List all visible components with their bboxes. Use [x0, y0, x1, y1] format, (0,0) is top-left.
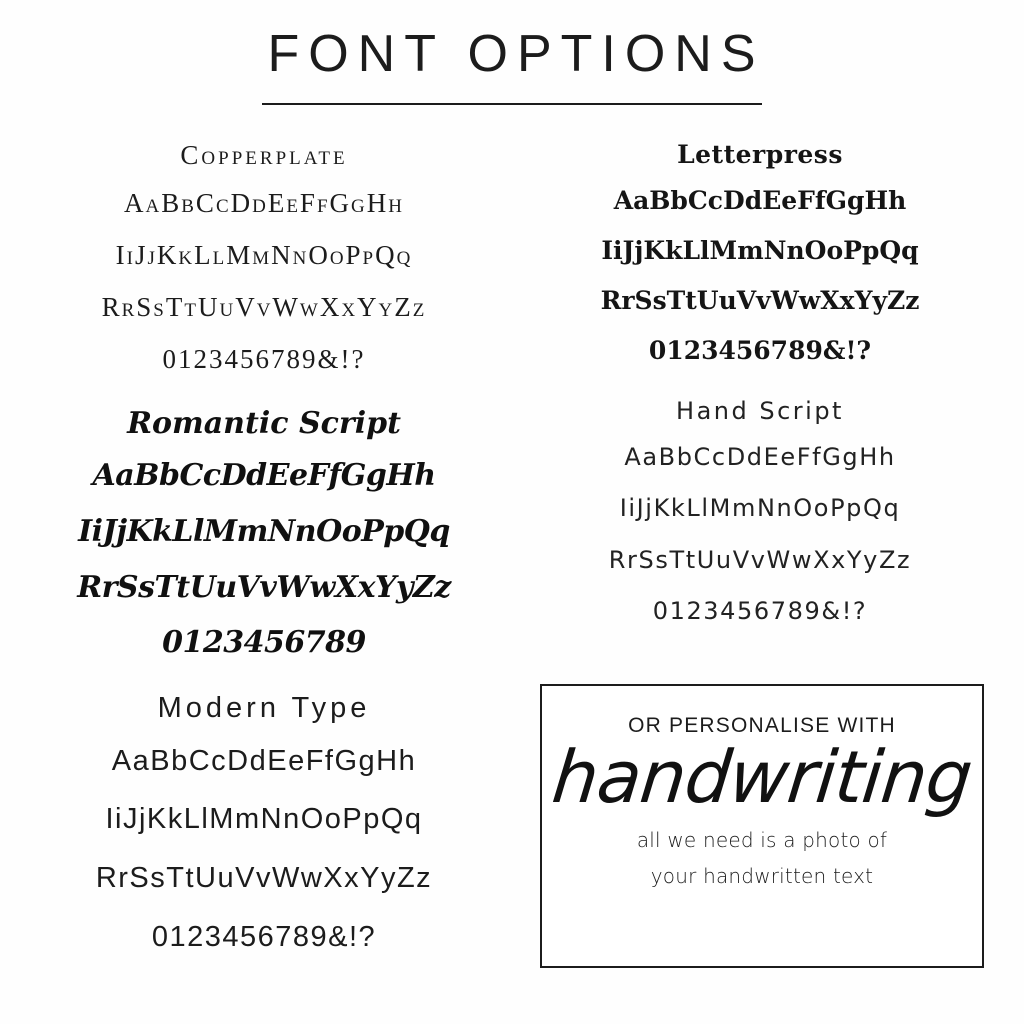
font-sample-line: 0123456789&!?	[648, 336, 872, 365]
font-name-letterpress: Letterpress	[677, 140, 843, 169]
font-name-romantic-script: Romantic Script	[127, 406, 401, 442]
font-sample-line: 0123456789&!?	[151, 920, 377, 953]
font-specimen-copperplate[interactable]	[40, 140, 488, 380]
font-sample-line: RrSsTtUuVvWwXxYyZz	[600, 286, 920, 315]
page-title: FONT OPTIONS	[267, 25, 765, 83]
font-name-hand-script: Hand Script	[676, 397, 844, 425]
handwriting-kicker: OR PERSONALISE WITH	[628, 714, 896, 737]
font-sample-line: AaBbCcDdEeFfGgHh	[92, 458, 436, 494]
font-sample-line: 0123456789&!?	[652, 596, 868, 625]
font-name-modern-type: Modern Type	[157, 691, 371, 724]
handwriting-option-panel[interactable]	[540, 684, 984, 968]
left-column	[0, 140, 512, 988]
font-specimen-hand-script[interactable]	[536, 397, 984, 632]
font-sample-line: 0123456789&!?	[162, 343, 366, 374]
font-sample-line: RrSsTtUuVvWwXxYyZz	[608, 545, 912, 574]
font-sample-line: IiJjKkLlMmNnOoPpQq	[105, 803, 423, 836]
font-specimen-modern-type[interactable]	[40, 692, 488, 962]
font-sample-line: IiJjKkLlMmNnOoPpQq	[619, 494, 901, 523]
font-name-copperplate: Copperplate	[180, 140, 348, 170]
font-sample-line: AaBbCcDdEeFfGgHh	[613, 186, 907, 215]
handwriting-note-line-2: your handwritten text	[650, 863, 874, 888]
font-specimen-letterpress[interactable]	[536, 140, 984, 371]
font-sample-line: IiJjKkLlMmNnOoPpQq	[78, 513, 450, 549]
handwriting-note-line-1: all we need is a photo of	[636, 827, 888, 852]
font-sample-line: RrSsTtUuVvWwXxYyZz	[95, 862, 433, 895]
page-title-block	[0, 26, 1024, 105]
font-sample-line: AaBbCcDdEeFfGgHh	[624, 443, 896, 471]
font-sample-line: AaBbCcDdEeFfGgHh	[111, 744, 417, 777]
font-sample-line: RrSsTtUuVvWwXxYyZz	[77, 569, 451, 605]
font-sample-line: AaBbCcDdEeFfGgHh	[124, 188, 404, 218]
font-sample-line: 0123456789	[162, 625, 366, 661]
font-sample-line: IiJjKkLlMmNnOoPpQq	[601, 236, 919, 265]
font-sample-line: IiJjKkLlMmNnOoPpQq	[115, 239, 413, 270]
font-specimen-romantic-script[interactable]	[40, 406, 488, 665]
title-divider	[262, 103, 762, 105]
handwriting-word: handwriting	[548, 735, 976, 819]
font-sample-line: RrSsTtUuVvWwXxYyZz	[101, 291, 427, 322]
